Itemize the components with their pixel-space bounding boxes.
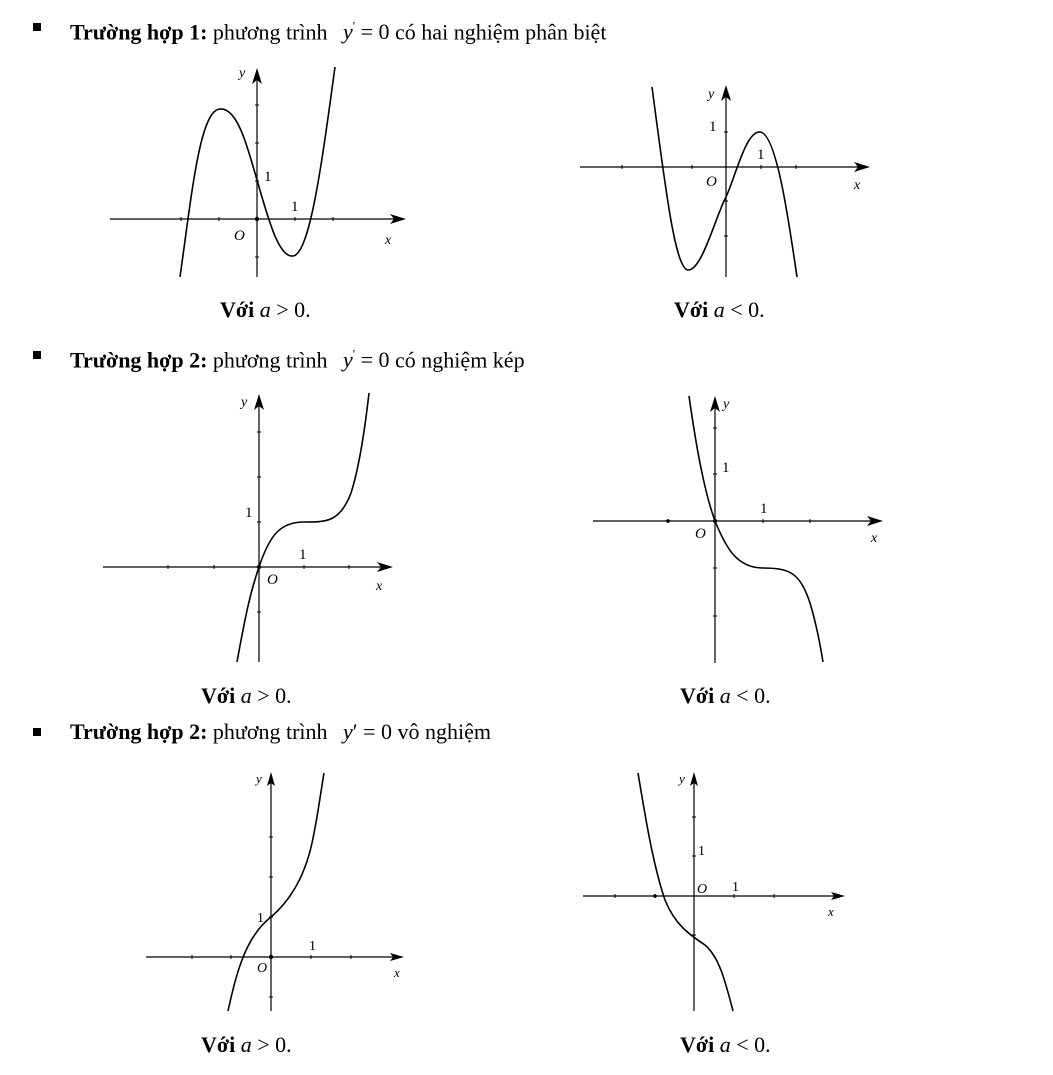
case-1-label: Trường hợp 1: (70, 19, 208, 45)
case-2-equation (343, 347, 390, 372)
math-var: y (343, 719, 353, 744)
caption-case1-negative (674, 296, 765, 324)
x-tick-label-1: 1 (309, 939, 316, 954)
y-tick-label-1: 1 (245, 505, 253, 521)
graph-case1-negative (570, 75, 890, 290)
x-tick-label-1: 1 (757, 147, 765, 163)
caption-rel: > 0. (270, 297, 311, 322)
origin-label: O (695, 526, 706, 542)
case-1-equation (343, 19, 390, 44)
x-tick-label-1: 1 (291, 199, 299, 215)
caption-case1-positive (220, 296, 311, 324)
origin-label: O (234, 228, 245, 244)
caption-bold: Với (674, 297, 709, 322)
y-axis-label: y (679, 771, 685, 786)
case-3-text (70, 717, 491, 747)
math-prime: ' (352, 19, 356, 34)
origin-label: O (697, 882, 708, 897)
function-curve (228, 773, 324, 1011)
math-prime: ' (352, 347, 356, 362)
caption-var: a (719, 683, 731, 708)
x-tick-label-1: 1 (760, 501, 768, 517)
y-axis-label: y (241, 395, 248, 410)
caption-case3-positive (201, 1031, 292, 1059)
caption-var: a (713, 297, 725, 322)
x-axis-label: x (871, 531, 878, 546)
case-1-text-after: có hai nghiệm phân biệt (395, 19, 607, 45)
y-axis-label: y (708, 87, 715, 102)
case-2-text-after: có nghiệm kép (395, 347, 525, 373)
origin-label: O (706, 174, 717, 190)
caption-bold: Với (201, 683, 236, 708)
math-var: y (343, 347, 353, 373)
tick-dot (666, 519, 670, 523)
case-1-text (70, 12, 606, 47)
function-curve (237, 393, 369, 662)
y-tick-label-1: 1 (698, 844, 705, 859)
caption-rel: < 0. (730, 1032, 771, 1057)
case-2-heading (0, 340, 1053, 373)
y-tick-label-1: 1 (709, 119, 717, 135)
x-tick-label-1: 1 (299, 547, 307, 563)
y-axis-label: y (239, 66, 246, 81)
caption-bold: Với (680, 1032, 715, 1057)
graph-case3-negative (575, 765, 855, 1020)
caption-case3-negative (680, 1031, 771, 1059)
case-1-heading (0, 12, 1053, 45)
bullet-square-icon (33, 351, 41, 359)
x-axis-label: x (394, 965, 400, 980)
case-2-text-before: phương trình (212, 347, 328, 373)
y-axis-label: y (723, 397, 730, 412)
y-tick-label-1: 1 (264, 169, 272, 185)
y-tick-label-1: 1 (722, 460, 730, 476)
case-3-heading (0, 717, 1053, 747)
caption-rel: > 0. (251, 683, 292, 708)
math-var: y (343, 19, 353, 45)
graph-case2-negative (585, 388, 895, 668)
graph-case3-positive (140, 765, 420, 1025)
caption-case2-negative (680, 682, 771, 710)
graph-case2-positive (95, 388, 415, 668)
caption-rel: < 0. (730, 683, 771, 708)
case-3-label: Trường hợp 2: (70, 719, 208, 744)
case-2-label: Trường hợp 2: (70, 347, 208, 373)
case-3-text-before: phương trình (212, 719, 328, 744)
math-eq: = 0 (355, 347, 390, 373)
math-eq: = 0 (355, 19, 390, 45)
caption-var: a (240, 1032, 252, 1057)
x-tick-label-1: 1 (732, 880, 739, 895)
graph-case1-positive (100, 62, 420, 292)
function-curve (638, 773, 733, 1011)
x-axis-label: x (854, 178, 861, 193)
caption-case2-positive (201, 682, 292, 710)
caption-rel: < 0. (724, 297, 765, 322)
origin-label: O (257, 961, 268, 976)
caption-bold: Với (220, 297, 255, 322)
origin-dot (255, 217, 259, 221)
caption-bold: Với (201, 1032, 236, 1057)
case-1-text-before: phương trình (212, 19, 328, 45)
x-axis-label: x (385, 233, 392, 248)
y-axis-label: y (256, 771, 262, 786)
tick-dot (653, 894, 657, 898)
case-2-text (70, 340, 525, 375)
x-axis-label: x (376, 579, 383, 594)
origin-dot (269, 955, 273, 959)
bullet-square-icon (33, 23, 41, 31)
y-tick-label-1: 1 (257, 911, 264, 926)
bullet-square-icon (33, 728, 41, 736)
case-3-equation (343, 719, 392, 744)
x-axis-label: x (828, 904, 834, 919)
case-3-text-after: vô nghiệm (397, 719, 492, 744)
caption-rel: > 0. (251, 1032, 292, 1057)
function-curve (689, 396, 823, 662)
caption-var: a (240, 683, 252, 708)
math-eq: = 0 (357, 719, 393, 744)
ticks (668, 428, 810, 616)
caption-var: a (259, 297, 271, 322)
caption-var: a (719, 1032, 731, 1057)
origin-label: O (267, 572, 278, 588)
function-curve (652, 87, 797, 277)
caption-bold: Với (680, 683, 715, 708)
math-prime: ′ (352, 719, 358, 744)
